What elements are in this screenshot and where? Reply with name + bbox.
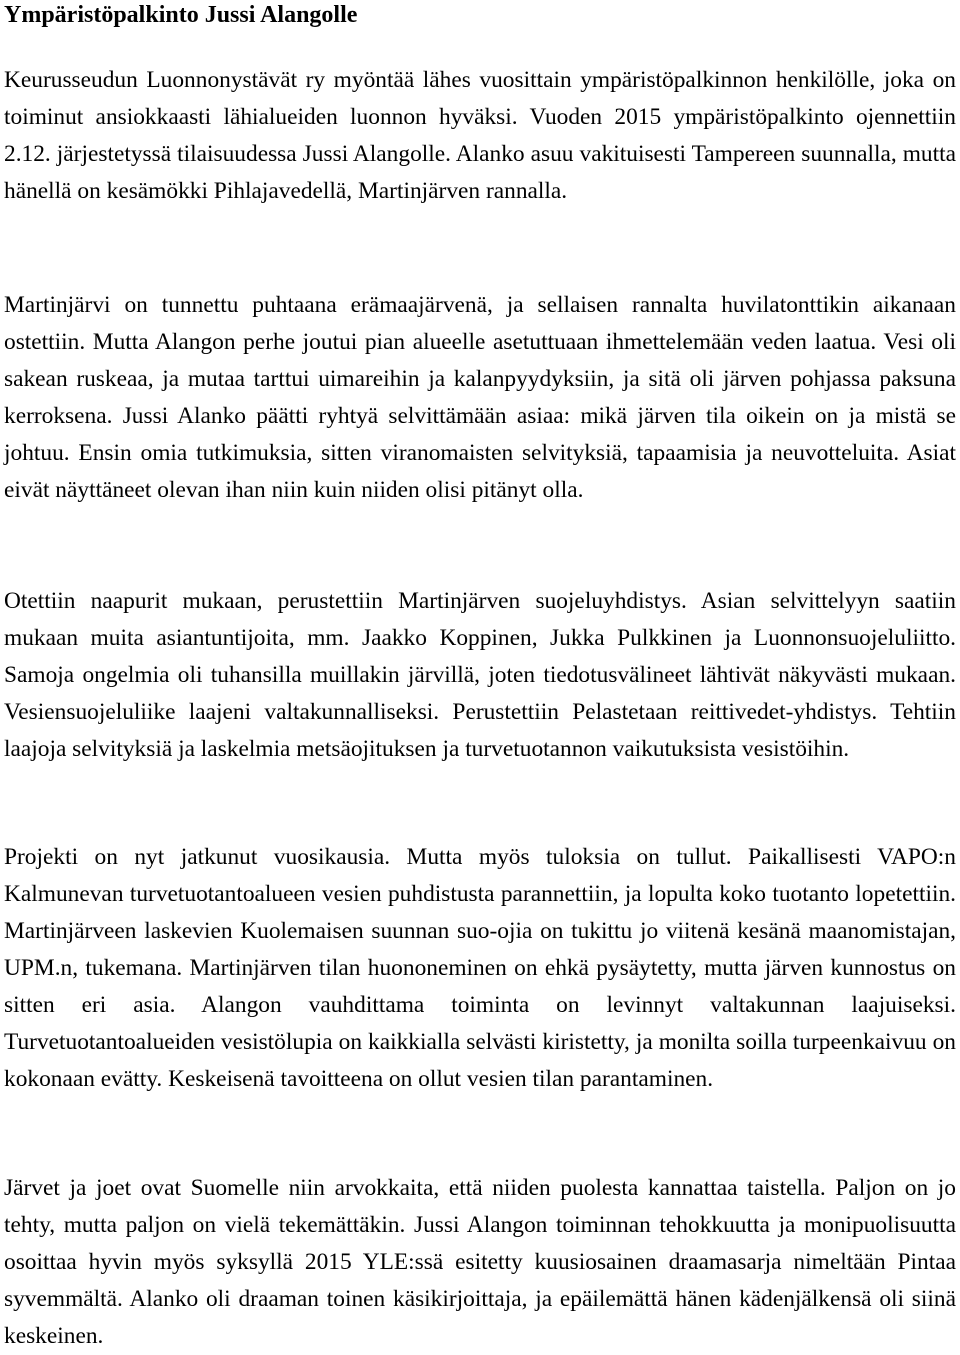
paragraph-conclusion: Järvet ja joet ovat Suomelle niin arvokkaita, että niiden puolesta kannattaa taistella. Paljon on jo tehty, mutta paljon on vielä tekemättäkin. Jussi Alangon toiminnan tehokkuutta ja monipuolisuutta osoittaa hyvin myös syksyllä 2015 YLE:ssä esitetty kuusiosainen draamasarja nimeltään Pintaa syvemmältä. Alanko oli draaman toinen käsikirjoittaja, ja epäilemättä hänen kädenjälkensä oli siinä keskeinen. bbox=[4, 1175, 956, 1349]
paragraph-award-intro: Keurusseudun Luonnonystävät ry myöntää lähes vuosittain ympäristöpalkinnon henkilölle, joka on toiminut ansiokkaasti lähialueiden luonnon hyväksi. Vuoden 2015 ympäristöpalkinto ojennettiin 2.12. järjestetyssä tilaisuudessa Jussi Alangolle. Alanko asuu vakituisesti Tampereen suunnalla, mutta hänellä on kesämökki Pihlajavedellä, Martinjärven rannalla. bbox=[4, 67, 956, 204]
paragraph-results: Projekti on nyt jatkunut vuosikausia. Mutta myös tuloksia on tullut. Paikallisesti VAPO:n Kalmunevan turvetuotantoalueen vesien puhdistusta parannettiin, ja lopulta koko tuotanto lopetettiin. Martinjärveen laskevien Kuolemaisen suunnan suo-ojia on tukittu jo viitenä kesänä maanomistajan, UPM.n, tukemana. Martinjärven tilan huononeminen on ehkä pysäytetty, mutta järven kunnostus on sitten eri asia. Alangon vauhdittama toiminta on levinnyt valtakunnan laajuiseksi. Turvetuotantoalueiden vesistölupia on kaikkialla selvästi kiristetty, ja monilta soilla turpeenkaivuu on kokonaan evätty. Keskeisenä tavoitteena on ollut vesien tilan parantaminen. bbox=[4, 844, 956, 1092]
paragraph-association: Otettiin naapurit mukaan, perustettiin Martinjärven suojeluyhdistys. Asian selvittelyyn saatiin mukaan muita asiantuntijoita, mm. Jaakko Koppinen, Jukka Pulkkinen ja Luonnonsuojeluliitto. Samoja ongelmia oli tuhansilla muillakin järvillä, joten tiedotusvälineet lähtivät näkyvästi mukaan. Vesiensuojeluliike laajeni valtakunnalliseksi. Perustettiin Pelastetaan reittivedet-yhdistys. Tehtiin laajoja selvityksiä ja laskelmia metsäojituksen ja turvetuotannon vaikutuksista vesistöihin. bbox=[4, 588, 956, 762]
paragraph-lake-problem: Martinjärvi on tunnettu puhtaana erämaajärvenä, ja sellaisen rannalta huvilatonttikin aikanaan ostettiin. Mutta Alangon perhe joutui pian alueelle asetuttuaan ihmettelemään veden laatua. Vesi oli sakean ruskeaa, ja mutaa tarttui uimareihin ja kalanpyydyksiin, ja sitä oli järven pohjassa paksuna kerroksena. Jussi Alanko päätti ryhtyä selvittämään asiaa: mikä järven tila oikein on ja mistä se johtuu. Ensin omia tutkimuksia, sitten viranomaisten selvityksiä, tapaamisia ja neuvotteluita. Asiat eivät näyttäneet olevan ihan niin kuin niiden olisi pitänyt olla. bbox=[4, 292, 956, 503]
document-title: Ympäristöpalkinto Jussi Alangolle bbox=[4, 2, 358, 28]
